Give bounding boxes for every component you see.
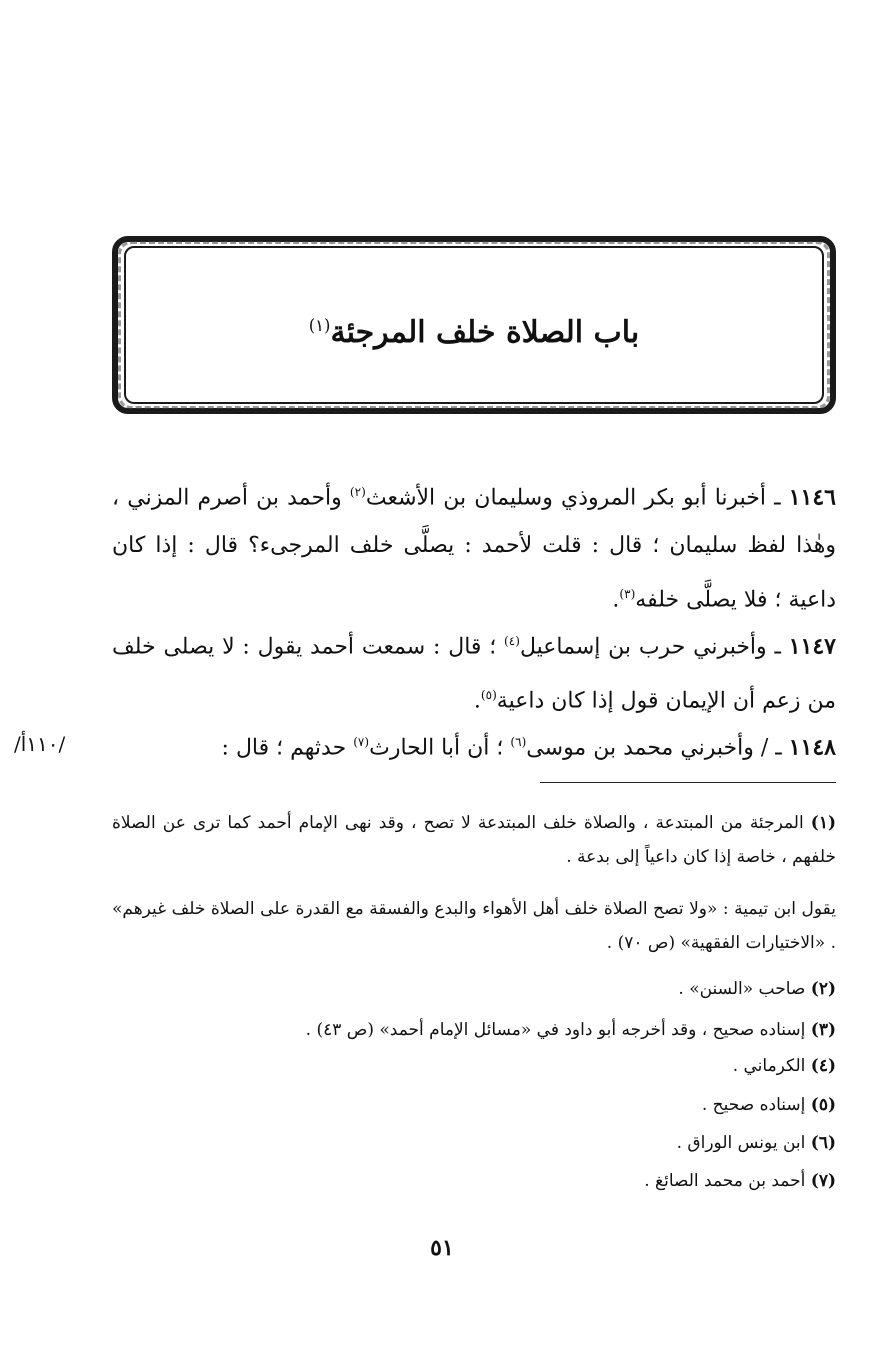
footnote-7: (٧) أحمد بن محمد الصائغ . — [644, 1171, 836, 1191]
paragraph-1147: ١١٤٧ ـ وأخبرني حرب بن إسماعيل$^{(٤)}$ ؛ قال : سمعت أحمد يقول : لا يصلى خلف من زعم أن الإيمان قول إذا كان داعية$^{(٥)}$. — [112, 633, 836, 714]
footnote-ref: (٣) — [619, 587, 636, 602]
footnote-ref: (٧) — [353, 735, 370, 749]
footnote-ref: (٤) — [504, 634, 520, 648]
footnote-5: (٥) إسناده صحيح . — [701, 1095, 836, 1115]
footnote-ref: (٦) — [510, 735, 527, 749]
footnote-ref: (٥) — [480, 688, 497, 703]
paragraph-1146: ١١٤٦ ـ أخبرنا أبو بكر المروذي وسليمان بن الأشعث$^{(٢)}$ وأحمد بن أصرم المزني ، وهٰذا لفظ سليمان ؛ قال : قلت لأحمد : يصلَّى خلف المرجىء؟ قال : إذا كان داعية ؛ فلا يصلَّى خلفه$^{(٣)}$. — [112, 484, 836, 613]
footnote-6: (٦) ابن يونس الوراق . — [676, 1133, 836, 1153]
footnote-separator — [540, 782, 836, 783]
title-footnote-ref: (١) — [308, 316, 331, 335]
narration-number: ١١٤٦ — [788, 484, 836, 511]
manuscript-folio-ref: /١١٠أ/ — [14, 732, 66, 756]
footnote-3: (٣) إسناده صحيح ، وقد أخرجه أبو داود في «مسائل الإمام أحمد» (ص ٤٣) . — [305, 1020, 836, 1040]
footnote-1-continued: يقول ابن تيمية : «ولا تصح الصلاة خلف أهل الأهواء والبدع والفسقة مع القدرة على الصلاة خلف غيرهم» . «الاختيارات الفقهية» (ص ٧٠) . — [112, 899, 836, 953]
page-number: ٥١ — [430, 1235, 454, 1261]
chapter-title: باب الصلاة خلف المرجئة$^{(١)}$ — [308, 315, 640, 350]
narration-number: ١١٤٨ — [788, 734, 836, 761]
paragraph-1148: ١١٤٨ ـ / وأخبرني محمد بن موسى$^{(٦)}$ ؛ أن أبا الحارث$^{(٧)}$ حدثهم ؛ قال : — [221, 734, 836, 761]
footnote-2: (٢) صاحب «السنن» . — [678, 979, 836, 999]
footnote-1: (١) المرجئة من المبتدعة ، والصلاة خلف المبتدعة لا تصح ، وقد نهى الإمام أحمد كما ترى عن الصلاة خلفهم ، خاصة إذا كان داعياً إلى بدعة . — [112, 813, 836, 867]
narration-number: ١١٤٧ — [788, 633, 836, 660]
footnote-ref: (٢) — [349, 485, 366, 499]
footnote-4: (٤) الكرماني . — [732, 1056, 836, 1076]
